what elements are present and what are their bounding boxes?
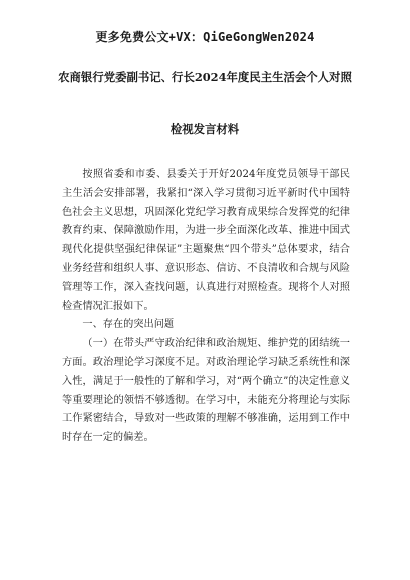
document-title-line-1: 农商银行党委副书记、行长2024年度民主生活会个人对照 [58,70,352,84]
intro-paragraph: 按照省委和市委、县委关于开好2024年度党员领导干部民主生活会安排部署，我紧扣“深入学习贯彻习近平新时代中国特色社会主义思想，巩固深化党纪学习教育成果综合发挥党的纪律教育约束、保障激励作用，为进一步全面深化改革、推进中国式现代化提供坚强纪律保证”主题聚焦“四个带头”总体要求，结合业务经营和组织人事、意识形态、信访、不良清收和合规与风险管理等工作，深入查找问题，认真进行对照检查。现将个人对照检查情况汇报如下。 [62,169,350,312]
section-heading: 一、存在的突出问题 [82,319,175,331]
document-body [62,166,350,448]
promo-header: 更多免费公文+VX：QiGeGongWen2024 [95,30,315,44]
subsection-paragraph: （一）在带头严守政治纪律和政治规矩、维护党的团结统一方面。政治理论学习深度不足。对政治理论学习缺乏系统性和深入性，满足于一般性的了解和学习，对“两个确立”的决定性意义等重要理论的领悟不够透彻。在学习中，未能充分将理论与实际工作紧密结合，导致对一些政策的理解不够准确，运用到工作中时存在一定的偏差。 [62,338,350,444]
document-title-line-2: 检视发言材料 [170,122,240,136]
